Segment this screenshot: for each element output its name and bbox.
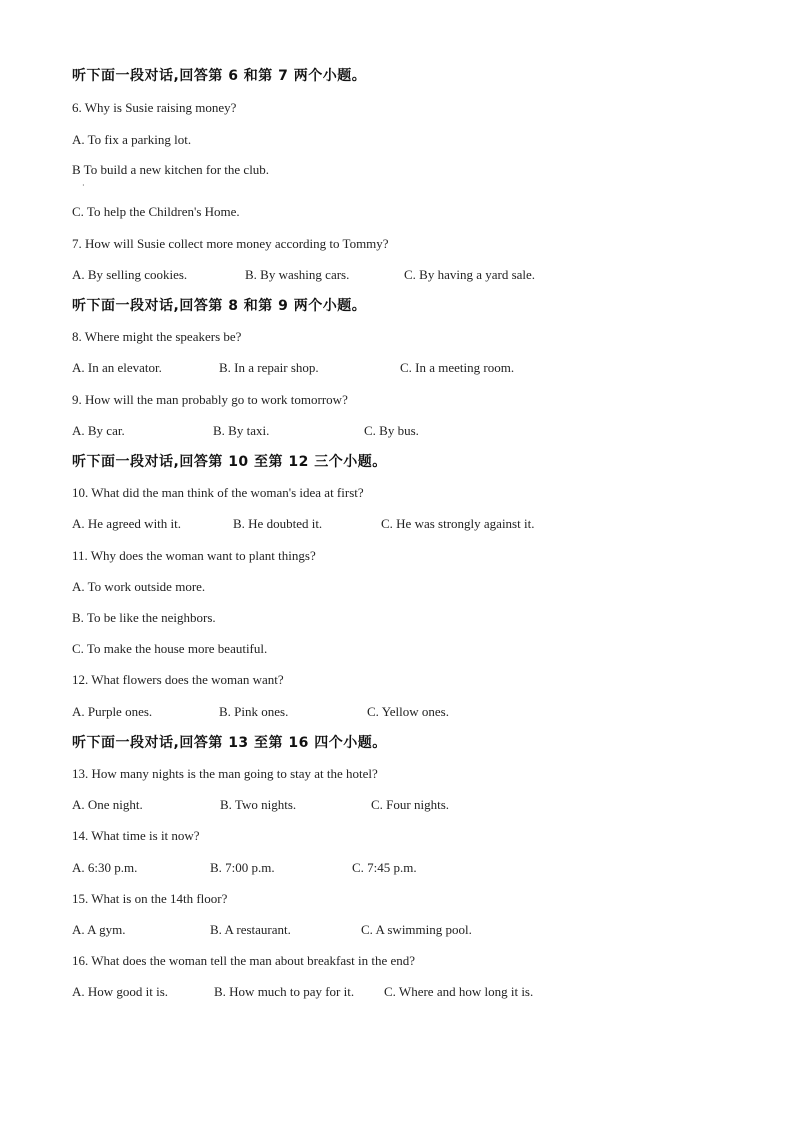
question-7-option-b: B. By washing cars. bbox=[245, 267, 350, 282]
question-12-option-c: C. Yellow ones. bbox=[367, 704, 449, 719]
question-9-option-b: B. By taxi. bbox=[213, 423, 270, 438]
question-13-option-a: A. One night. bbox=[72, 797, 143, 812]
question-14-option-b: B. 7:00 p.m. bbox=[210, 860, 275, 875]
question-15-option-b: B. A restaurant. bbox=[210, 922, 291, 937]
question-11-option-a: A. To work outside more. bbox=[72, 579, 206, 594]
question-6: 6. Why is Susie raising money? bbox=[72, 100, 237, 115]
question-13: 13. How many nights is the man going to stay at the hotel? bbox=[72, 766, 378, 781]
question-13-option-c: C. Four nights. bbox=[371, 797, 450, 812]
question-15-option-c: C. A swimming pool. bbox=[361, 922, 472, 937]
question-8-option-a: A. In an elevator. bbox=[72, 360, 162, 375]
question-9-option-a: A. By car. bbox=[72, 423, 125, 438]
question-14-options bbox=[72, 860, 722, 876]
section-heading-6-7: 听下面一段对话,回答第 6 和第 7 两个小题。 bbox=[72, 68, 367, 84]
question-16-option-b: B. How much to pay for it. bbox=[214, 984, 355, 999]
question-14-option-c: C. 7:45 p.m. bbox=[352, 860, 417, 875]
question-6-option-b: B To build a new kitchen for the club. bbox=[72, 162, 270, 177]
question-9-options bbox=[72, 423, 722, 439]
question-7: 7. How will Susie collect more money according to Tommy? bbox=[72, 236, 389, 251]
stray-mark: · bbox=[82, 181, 85, 190]
question-12-option-b: B. Pink ones. bbox=[219, 704, 289, 719]
question-6-option-c: C. To help the Children's Home. bbox=[72, 204, 240, 219]
question-8-option-b: B. In a repair shop. bbox=[219, 360, 319, 375]
question-13-options bbox=[72, 797, 722, 813]
question-10-option-b: B. He doubted it. bbox=[233, 516, 323, 531]
question-15-option-a: A. A gym. bbox=[72, 922, 126, 937]
question-10: 10. What did the man think of the woman's idea at first? bbox=[72, 485, 364, 500]
question-11-option-b: B. To be like the neighbors. bbox=[72, 610, 216, 625]
question-10-options bbox=[72, 516, 722, 532]
question-8-options bbox=[72, 360, 722, 376]
question-10-option-c: C. He was strongly against it. bbox=[381, 516, 535, 531]
question-14-option-a: A. 6:30 p.m. bbox=[72, 860, 138, 875]
question-10-option-a: A. He agreed with it. bbox=[72, 516, 182, 531]
question-16-options bbox=[72, 984, 722, 1000]
question-9: 9. How will the man probably go to work tomorrow? bbox=[72, 392, 348, 407]
question-15-options bbox=[72, 922, 722, 938]
question-6-option-a: A. To fix a parking lot. bbox=[72, 132, 192, 147]
question-12: 12. What flowers does the woman want? bbox=[72, 672, 284, 687]
section-heading-13-16: 听下面一段对话,回答第 13 至第 16 四个小题。 bbox=[72, 735, 387, 751]
question-7-options bbox=[72, 267, 722, 283]
question-16-option-c: C. Where and how long it is. bbox=[384, 984, 534, 999]
question-12-options bbox=[72, 704, 722, 720]
question-8-option-c: C. In a meeting room. bbox=[400, 360, 515, 375]
question-13-option-b: B. Two nights. bbox=[220, 797, 297, 812]
question-11: 11. Why does the woman want to plant things? bbox=[72, 548, 316, 563]
question-9-option-c: C. By bus. bbox=[364, 423, 419, 438]
question-16: 16. What does the woman tell the man about breakfast in the end? bbox=[72, 953, 416, 968]
question-11-option-c: C. To make the house more beautiful. bbox=[72, 641, 268, 656]
question-15: 15. What is on the 14th floor? bbox=[72, 891, 228, 906]
question-16-option-a: A. How good it is. bbox=[72, 984, 169, 999]
section-heading-10-12: 听下面一段对话,回答第 10 至第 12 三个小题。 bbox=[72, 454, 387, 470]
question-7-option-c: C. By having a yard sale. bbox=[404, 267, 536, 282]
question-14: 14. What time is it now? bbox=[72, 828, 200, 843]
question-8: 8. Where might the speakers be? bbox=[72, 329, 242, 344]
section-heading-8-9: 听下面一段对话,回答第 8 和第 9 两个小题。 bbox=[72, 298, 367, 314]
question-7-option-a: A. By selling cookies. bbox=[72, 267, 188, 282]
question-12-option-a: A. Purple ones. bbox=[72, 704, 153, 719]
